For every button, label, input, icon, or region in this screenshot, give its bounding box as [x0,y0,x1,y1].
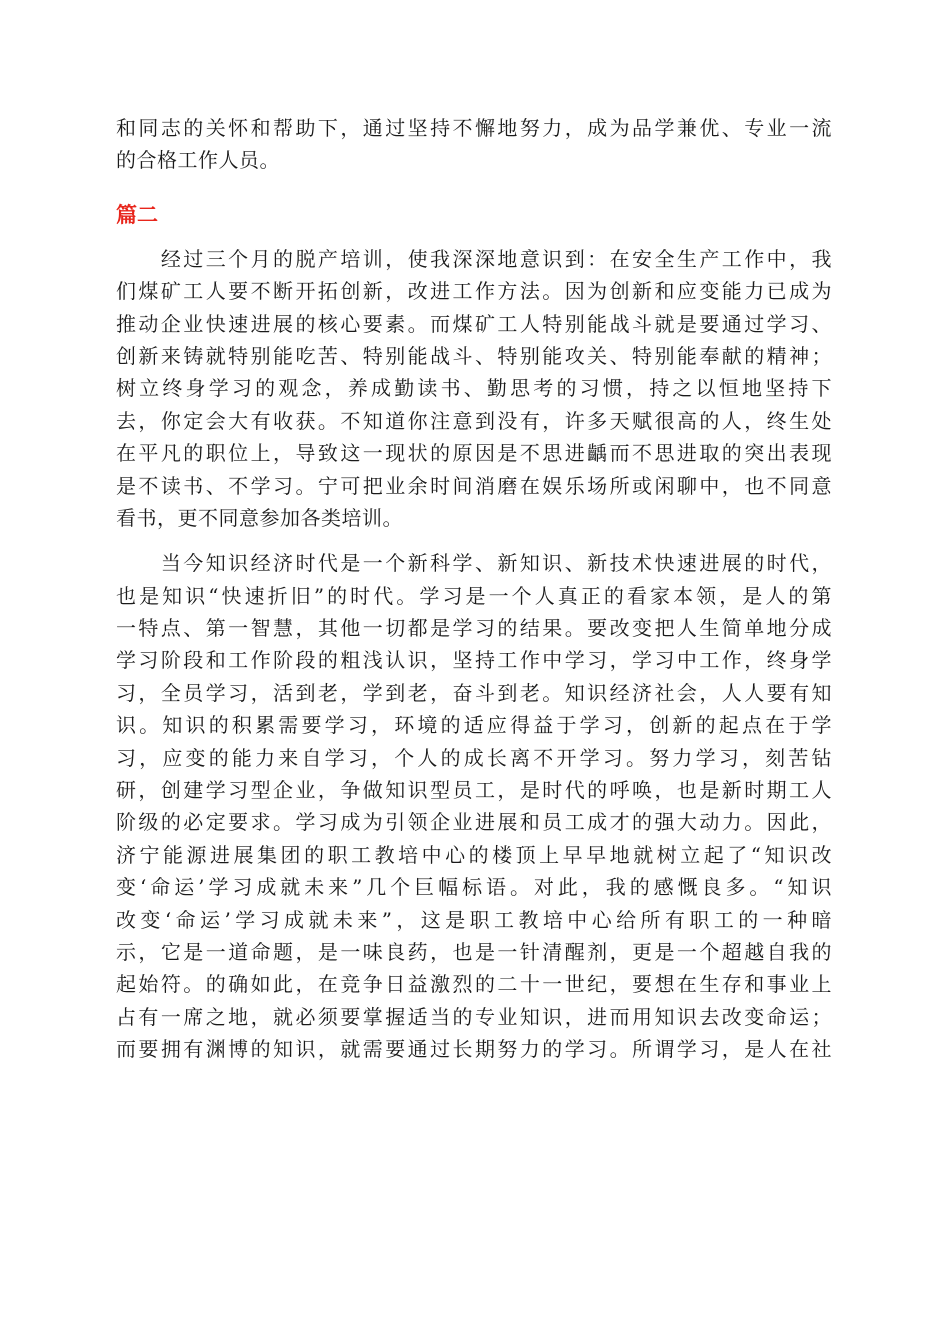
document-page [116,112,832,1079]
text-line: 经过三个月的脱产培训，使我深深地意识到：在安全生产工作中，我 [116,246,832,271]
text-line: 济宁能源进展集团的职工教培中心的楼顶上早早地就树立起了“知识改 [116,842,832,867]
text-line: 去，你定会大有收获。不知道你注意到没有，许多天赋很高的人，终生处 [116,408,832,433]
text-line: 起始符。的确如此，在竞争日益激烈的二十一世纪，要想在生存和事业上 [116,972,832,997]
text-line: 的合格工作人员。 [116,148,280,173]
text-line: 推动企业快速进展的核心要素。而煤矿工人特别能战斗就是要通过学习、 [116,311,832,336]
text-line: 改变‘命运’学习成就未来”，这是职工教培中心给所有职工的一种暗 [116,907,832,932]
text-line: 和同志的关怀和帮助下，通过坚持不懈地努力，成为品学兼优、专业一流 [116,116,832,140]
text-line: 研，创建学习型企业，争做知识型员工，是时代的呼唤，也是新时期工人 [116,778,832,803]
text-line: 看书，更不同意参加各类培训。 [116,505,403,530]
text-line: 当今知识经济时代是一个新科学、新知识、新技术快速进展的时代， [116,551,832,576]
text-line: 学习阶段和工作阶段的粗浅认识，坚持工作中学习，学习中工作，终身学 [116,648,832,673]
text-line: 是不读书、不学习。宁可把业余时间消磨在娱乐场所或闲聊中，也不同意 [116,473,832,498]
intro-paragraph [116,112,832,177]
text-line: 一特点、第一智慧，其他一切都是学习的结果。要改变把人生简单地分成 [116,616,832,641]
text-line: 阶级的必定要求。学习成为引领企业进展和员工成才的强大动力。因此， [116,810,832,835]
paragraph-1 [116,243,832,535]
text-line: 习，全员学习，活到老，学到老，奋斗到老。知识经济社会，人人要有知 [116,680,832,705]
text-line: 也是知识“快速折旧”的时代。学习是一个人真正的看家本领，是人的第 [116,583,832,608]
text-line: 创新来铸就特别能吃苦、特别能战斗、特别能攻关、特别能奉献的精神； [116,343,832,368]
text-line: 占有一席之地，就必须要掌握适当的专业知识，进而用知识去改变命运； [116,1004,832,1029]
text-line: 习，应变的能力来自学习，个人的成长离不开学习。努力学习，刻苦钻 [116,745,832,770]
text-line: 变‘命运’学习成就未来”几个巨幅标语。对此，我的感慨良多。“知识 [116,875,832,900]
text-line: 识。知识的积累需要学习，环境的适应得益于学习，创新的起点在于学 [116,713,832,738]
text-line: 们煤矿工人要不断开拓创新，改进工作方法。因为创新和应变能力已成为 [116,279,832,304]
text-line: 在平凡的职位上，导致这一现状的原因是不思进齲而不思进取的突出表现 [116,441,832,466]
section-heading: 篇二 [116,202,158,227]
text-line: 树立终身学习的观念，养成勤读书、勤思考的习惯，持之以恒地坚持下 [116,376,832,401]
paragraph-2 [116,547,832,1065]
text-line: 而要拥有渊博的知识，就需要通过长期努力的学习。所谓学习，是人在社 [116,1037,832,1062]
text-line: 示，它是一道命题，是一味良药，也是一针清醒剂，更是一个超越自我的 [116,939,832,964]
